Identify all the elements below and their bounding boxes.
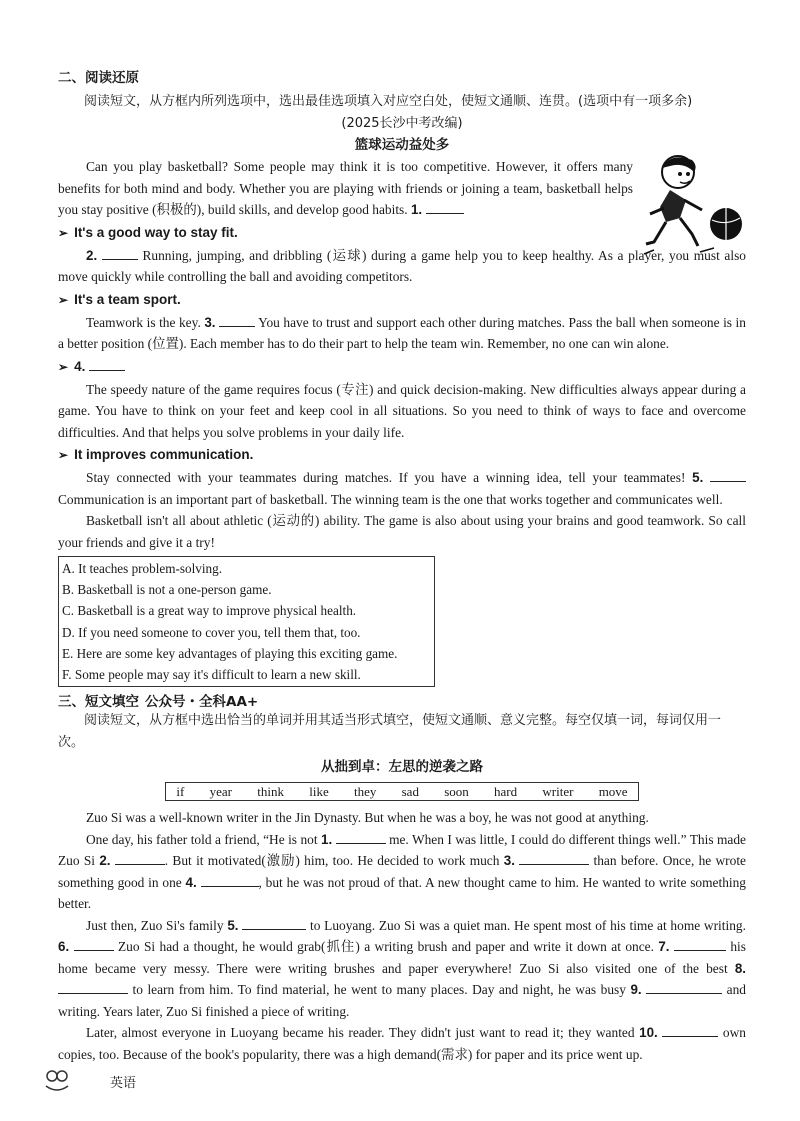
heading-4 bbox=[58, 355, 746, 379]
paragraph-6: Basketball isn't all about athletic (运动的) ability. The game is also about using your brains and good teamwork. So call your friends and give it a try! bbox=[58, 513, 746, 550]
blank-number-10: 10. bbox=[639, 1025, 658, 1041]
blank-number-5: 5. bbox=[692, 470, 704, 485]
section3-instruction: 阅读短文，从方框中选出恰当的单词并用其适当形式填空，使短文通顺、意义完整。每空仅填一词，每词仅用一次。 bbox=[58, 713, 722, 751]
answer-blank-1[interactable] bbox=[426, 200, 464, 214]
section2-article-title: 篮球运动益处多 bbox=[354, 137, 450, 153]
option-c: C. Basketball is a great way to improve physical health. bbox=[62, 603, 357, 619]
fill-blank-10[interactable] bbox=[662, 1023, 718, 1037]
word-box-wrap bbox=[58, 780, 746, 803]
blank-number-1: 1. bbox=[410, 202, 423, 217]
s3-paragraph-2: One day, his father told a friend, “He is not 1. me. When I was little, I could do different things well.” This made Zuo Si 2. . But it motivated(激励) him, too. He decided to work much 3. than before. Once, he wrote something good in one 4. , but he was not proud of that. A new thought came to him. He wanted to write something better. bbox=[58, 831, 746, 912]
blank-number-8: 8. bbox=[734, 960, 746, 976]
word-8: writer bbox=[542, 784, 574, 800]
word-4: they bbox=[353, 784, 377, 800]
paragraph-2: 2. Running, jumping, and dribbling (运球) during a game help you to keep healthy. As a player, you must also move quickly while controlling the ball and avoiding competitors. bbox=[58, 247, 746, 284]
blank-number-2: 2. bbox=[86, 247, 98, 263]
word-9: move bbox=[598, 784, 628, 800]
blank-number-7: 7. bbox=[658, 939, 670, 955]
section2-title: 二、阅读还原 bbox=[58, 70, 139, 86]
paragraph-4: The speedy nature of the game requires focus (专注) and quick decision-making. New difficulties always appear during a game. You have to think on your feet and keep cool in all situations. So you need to think of ways to face and overcome difficulties. And that helps you solve problems in your daily life. bbox=[58, 381, 746, 440]
word-5: sad bbox=[401, 784, 419, 800]
option-b: B. Basketball is not a one-person game. bbox=[62, 582, 272, 598]
section3-article-title: 从拙到卓：左思的逆袭之路 bbox=[321, 759, 483, 776]
blank-number-4: 4. bbox=[74, 358, 86, 374]
answer-blank-5[interactable] bbox=[710, 468, 746, 482]
s3-paragraph-1: Zuo Si was a well-known writer in the Jin Dynasty. But when he was a boy, he was not good at anything. bbox=[86, 810, 649, 826]
word-box bbox=[165, 782, 638, 801]
option-e: E. Here are some key advantages of playing this exciting game. bbox=[62, 645, 398, 661]
word-7: hard bbox=[494, 784, 518, 800]
arrow-icon: ➢ bbox=[58, 225, 69, 240]
blank-number-3: 3. bbox=[503, 853, 515, 869]
fill-blank-2[interactable] bbox=[115, 851, 165, 865]
fill-blank-7[interactable] bbox=[674, 937, 726, 951]
answer-blank-4[interactable] bbox=[89, 357, 125, 371]
fill-blank-1[interactable] bbox=[336, 830, 386, 844]
footer-subject: 英语 bbox=[110, 1076, 137, 1091]
word-3: like bbox=[309, 784, 329, 800]
arrow-icon: ➢ bbox=[58, 359, 69, 374]
fill-blank-8[interactable] bbox=[58, 980, 128, 994]
blank-number-2: 2. bbox=[99, 853, 111, 869]
word-6: soon bbox=[444, 784, 469, 800]
arrow-icon: ➢ bbox=[58, 292, 69, 307]
fill-blank-4[interactable] bbox=[201, 873, 259, 887]
footer-logo-icon bbox=[42, 1066, 102, 1096]
option-d: D. If you need someone to cover you, tell them that, too. bbox=[62, 624, 361, 640]
options-box bbox=[58, 556, 435, 687]
blank-number-6: 6. bbox=[58, 939, 70, 955]
word-2: think bbox=[257, 784, 284, 800]
heading-1: ➢ It's a good way to stay fit. bbox=[58, 224, 238, 240]
blank-number-3: 3. bbox=[204, 314, 216, 330]
answer-blank-2[interactable] bbox=[102, 246, 138, 260]
paragraph-3: Teamwork is the key. 3. You have to trust and support each other during matches. Pass the ball when someone is in a better position (位置). Each member has to do their part to help the team win. Remember, no one can win alone. bbox=[58, 314, 746, 351]
s3-paragraph-3: Just then, Zuo Si's family 5. to Luoyang. Zuo Si was a quiet man. He spent most of his time at home writing. 6. Zuo Si had a thought, he would grab(抓住) a writing brush and paper and write it down at once. 7. his home became very messy. There were writing brushes and paper everywhere! Zuo Si also visited one of the best 8. to learn from him. To find material, he went to many places. Day and night, he was busy 9. and writing. Years later, Zuo Si finished a piece of writing. bbox=[58, 917, 746, 1019]
fill-blank-3[interactable] bbox=[519, 851, 589, 865]
answer-blank-3[interactable] bbox=[219, 313, 255, 327]
section3-ad: 公众号・全科AA+ bbox=[145, 694, 259, 711]
section2-source: (2025长沙中考改编) bbox=[341, 116, 463, 131]
basketball-player-illustration bbox=[640, 152, 745, 262]
paragraph-1: Can you play basketball? Some people may think it is too competitive. However, it offers many benefits for both mind and body. Whether you are playing with friends or joining a team, basketball helps you stay positive (积极的), build skills, and develop good habits. 1. bbox=[58, 159, 633, 217]
heading-5: ➢ It improves communication. bbox=[58, 447, 254, 462]
blank-number-4: 4. bbox=[185, 874, 197, 890]
section2-instruction: 阅读短文，从方框内所列选项中，选出最佳选项填入对应空白处，使短文通顺、连贯。(选项中有一项多余) bbox=[84, 94, 693, 109]
word-0: if bbox=[176, 784, 185, 800]
s3-paragraph-4: Later, almost everyone in Luoyang became his reader. They didn't just want to read it; they wanted 10. own copies, too. Because of the book's popularity, there was a high demand(需求) for paper and its price went up. bbox=[58, 1025, 746, 1062]
fill-blank-9[interactable] bbox=[646, 980, 722, 994]
paragraph-5: Stay connected with your teammates during matches. If you have a winning idea, tell your teammates! 5. Communication is an important part of basketball. The winning team is the one that works together and communicates well. bbox=[58, 467, 746, 510]
blank-number-1: 1. bbox=[321, 831, 333, 847]
option-f: F. Some people may say it's difficult to learn a new skill. bbox=[62, 667, 361, 683]
section3-title: 三、短文填空 公众号・全科AA+ bbox=[58, 694, 259, 711]
arrow-icon: ➢ bbox=[58, 448, 69, 462]
word-1: year bbox=[209, 784, 232, 800]
fill-blank-5[interactable] bbox=[242, 916, 306, 930]
blank-number-9: 9. bbox=[630, 982, 642, 998]
heading-2: ➢ It's a team sport. bbox=[58, 291, 181, 307]
fill-blank-6[interactable] bbox=[74, 937, 114, 951]
option-a: A. It teaches problem-solving. bbox=[62, 561, 223, 576]
blank-number-5: 5. bbox=[227, 917, 239, 933]
